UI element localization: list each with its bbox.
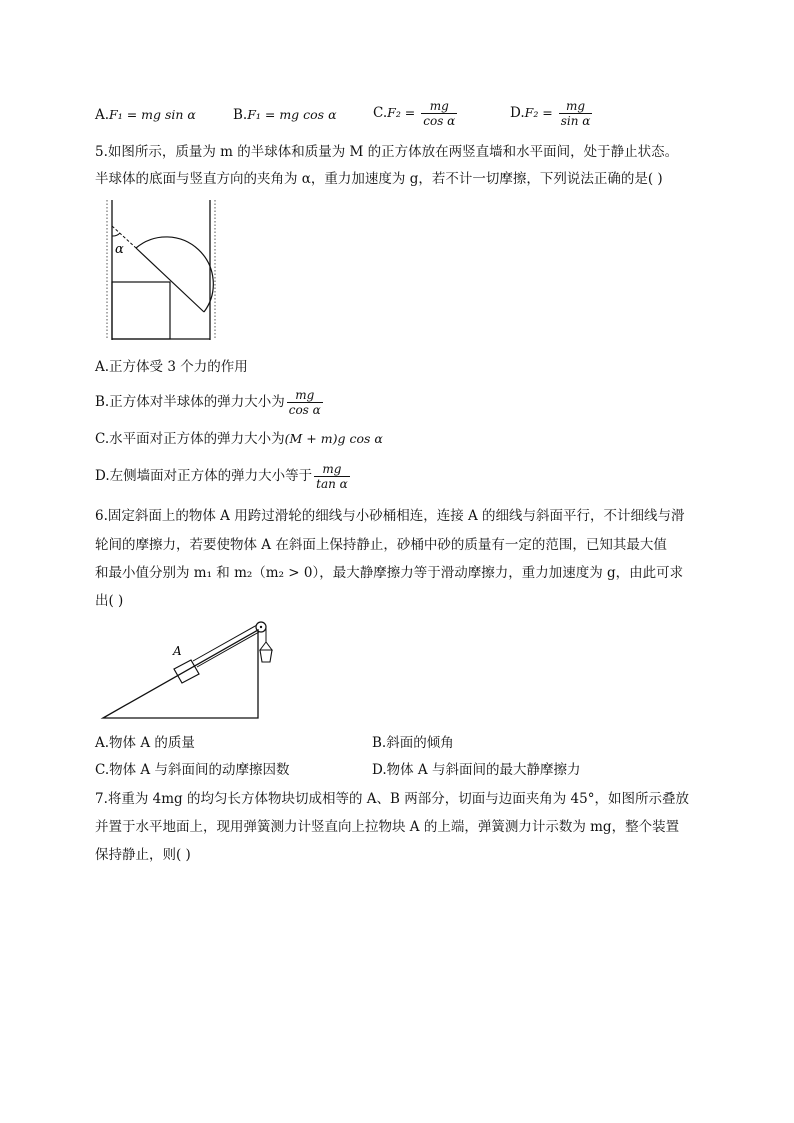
q6-stem-line-1: 6.固定斜面上的物体 A 用跨过滑轮的细线与小砂桶相连，连接 A 的细线与斜面平行，不计细线与滑 bbox=[95, 508, 685, 524]
q5-option-a: A.正方体受 3 个力的作用 bbox=[95, 359, 248, 375]
q4-option-c: C.F₂ = $\frac{mg}{\text{cos α}}$ bbox=[373, 99, 456, 128]
q6-stem-line-2: 轮间的摩擦力，若要使物体 A 在斜面上保持静止，砂桶中砂的质量有一定的范围，已知其最大值 bbox=[95, 537, 667, 553]
q6-figure-incline-pulley bbox=[100, 616, 285, 722]
q5-option-b: B.正方体对半球体的弹力大小为 $\frac{mg}{\text{cos α}}$ bbox=[95, 388, 321, 417]
q7-stem-line-2: 并置于水平地面上，现用弹簧测力计竖直向上拉物块 A 的上端，弹簧测力计示数为 mg，整个装置 bbox=[95, 819, 680, 835]
q6-stem-line-3: 和最小值分别为 m₁ 和 m₂（m₂ > 0），最大静摩擦力等于滑动摩擦力，重力加速度为 g，由此可求 bbox=[95, 565, 684, 581]
cube bbox=[112, 282, 170, 339]
bucket-handle bbox=[260, 642, 272, 650]
q6-option-b: B.斜面的倾角 bbox=[372, 735, 454, 751]
q5-option-d: D.左侧墙面对正方体的弹力大小等于 $\frac{mg}{\text{tan α}}$ bbox=[95, 462, 348, 491]
q5-stem-line-1: 5.如图所示，质量为 m 的半球体和质量为 M 的正方体放在两竖直墙和水平面间，处于静止状态。 bbox=[95, 144, 679, 160]
q6-option-c: C.物体 A 与斜面间的动摩擦因数 bbox=[95, 762, 290, 778]
block-a-label: A bbox=[173, 644, 182, 658]
q4-option-d: D.F₂ = $\frac{mg}{\text{sin α}}$ bbox=[510, 99, 591, 128]
hemisphere-arc bbox=[136, 237, 213, 312]
sand-bucket bbox=[260, 650, 272, 662]
q4-option-b: B.F₁ = mg cos α bbox=[233, 107, 337, 123]
block-a bbox=[174, 660, 199, 683]
pulley-axle bbox=[260, 626, 262, 628]
q7-stem-line-1: 7.将重为 4mg 的均匀长方体物块切成相等的 A、B 两部分，切面与边面夹角为 45°，如图所示叠放 bbox=[95, 791, 689, 807]
q7-stem-line-3: 保持静止，则( ) bbox=[95, 847, 191, 863]
q4-option-a: A.F₁ = mg sin α bbox=[95, 107, 196, 123]
q5-option-c: C.水平面对正方体的弹力大小为(M + m)g cos α bbox=[95, 431, 383, 447]
angle-label: α bbox=[115, 242, 124, 257]
fraction: $\frac{mg}{\text{tan α}}$ bbox=[316, 462, 348, 491]
q5-stem-line-2: 半球体的底面与竖直方向的夹角为 α，重力加速度为 g，若不计一切摩擦，下列说法正确的是( ) bbox=[95, 171, 663, 187]
string-lower bbox=[197, 632, 259, 667]
q6-stem-line-4: 出( ) bbox=[95, 593, 124, 609]
fraction: $\frac{mg}{\text{sin α}}$ bbox=[560, 99, 591, 128]
fraction: $\frac{mg}{\text{cos α}}$ bbox=[423, 99, 456, 128]
fraction: $\frac{mg}{\text{cos α}}$ bbox=[288, 388, 321, 417]
q6-option-a: A.物体 A 的质量 bbox=[95, 735, 195, 751]
angle-arc bbox=[112, 233, 120, 236]
q6-option-d: D.物体 A 与斜面间的最大静摩擦力 bbox=[372, 762, 581, 778]
string-upper bbox=[193, 625, 257, 661]
q5-figure-hemisphere-cube bbox=[90, 196, 220, 344]
